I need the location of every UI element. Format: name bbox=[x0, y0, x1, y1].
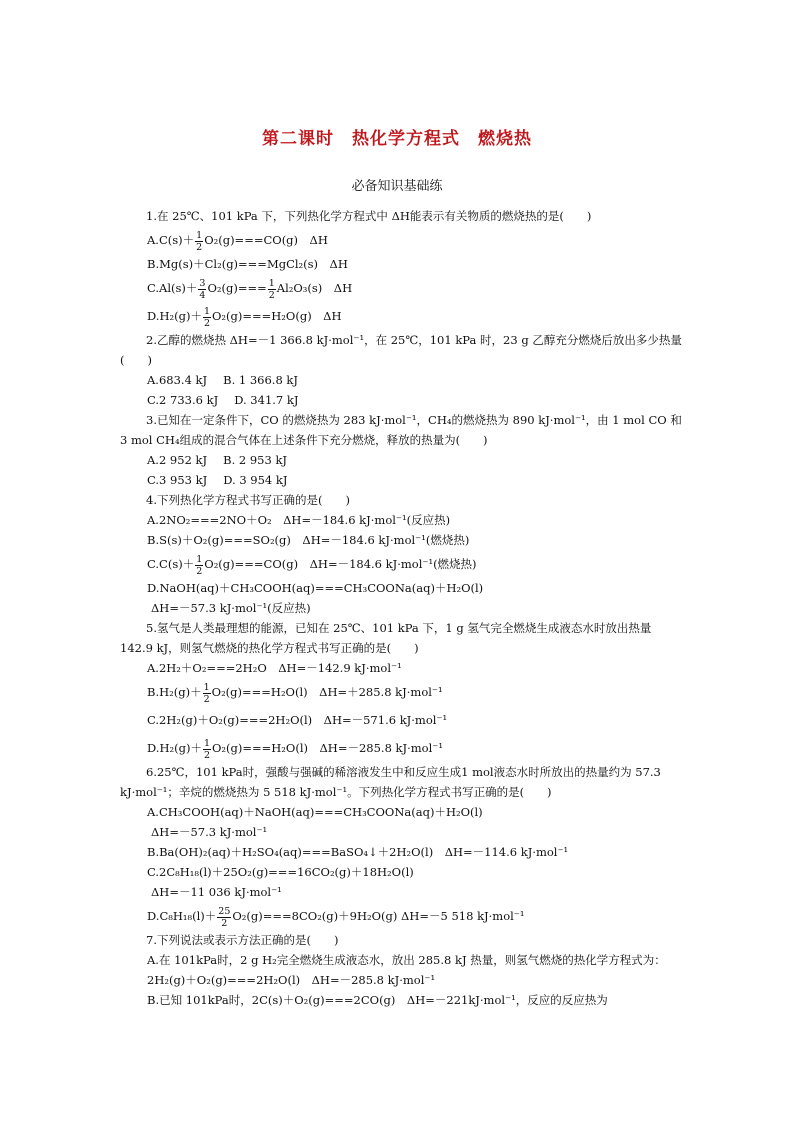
q4-option-d-cont: ΔH=－57.3 kJ·mol⁻¹(反应热) bbox=[151, 601, 311, 615]
fraction: $\frac{1}{2}$ bbox=[203, 737, 210, 761]
q6-option-a-cont: ΔH=－57.3 kJ·mol⁻¹ bbox=[151, 825, 268, 839]
q7-option-b: B.已知 101kPa时，2C(s)＋O₂(g)===2CO(g) ΔH=－221kJ·mol⁻¹，反应的反应热为 bbox=[147, 993, 608, 1007]
fraction: $\frac{1}{2}$ bbox=[268, 277, 275, 301]
q1-option-a: A.C(s)＋ $\frac{1}{2}$ O₂(g)===CO(g) ΔH bbox=[147, 229, 328, 253]
fraction: $\frac{25}{2}$ bbox=[218, 905, 231, 929]
q3-options-cd: C.3 953 kJ D. 3 954 kJ bbox=[147, 473, 288, 487]
q1-option-d: D.H₂(g)＋ $\frac{1}{2}$ O₂(g)===H₂O(g) ΔH bbox=[147, 305, 342, 329]
fraction: $\frac{1}{2}$ bbox=[203, 305, 210, 329]
q4-option-c: C.C(s)＋ $\frac{1}{2}$ O₂(g)===CO(g) ΔH=－184.6 kJ·mol⁻¹(燃烧热) bbox=[147, 553, 477, 577]
q2-options-ab: A.683.4 kJ B. 1 366.8 kJ bbox=[147, 373, 299, 387]
q7-stem: 7.下列说法或表示方法正确的是( ) bbox=[146, 933, 339, 947]
q5-option-b: B.H₂(g)＋ $\frac{1}{2}$ O₂(g)===H₂O(l) ΔH=＋285.8 kJ·mol⁻¹ bbox=[147, 681, 443, 705]
q1-option-b: B.Mg(s)＋Cl₂(g)===MgCl₂(s) ΔH bbox=[147, 257, 348, 271]
q4-option-a: A.2NO₂===2NO＋O₂ ΔH=－184.6 kJ·mol⁻¹(反应热) bbox=[147, 513, 451, 527]
q1-option-c: C.Al(s)＋ $\frac{3}{4}$ O₂(g)=== $\frac{1}{2}$ Al₂O₃(s) ΔH bbox=[147, 277, 353, 301]
q3-options-ab: A.2 952 kJ B. 2 953 kJ bbox=[147, 453, 288, 467]
page-title: 第二课时 热化学方程式 燃烧热 bbox=[262, 129, 532, 149]
q7-option-a: A.在 101kPa时，2 g H₂完全燃烧生成液态水，放出 285.8 kJ 热量，则氢气燃烧的热化学方程式为：2H₂(g)＋O₂(g)===2H₂O(l) ΔH=－285.8 kJ·mol⁻¹ bbox=[147, 953, 666, 987]
q5-option-d: D.H₂(g)＋ $\frac{1}{2}$ O₂(g)===H₂O(l) ΔH=－285.8 kJ·mol⁻¹ bbox=[147, 737, 443, 761]
q3-stem: 3.已知在一定条件下，CO 的燃烧热为 283 kJ·mol⁻¹，CH₄的燃烧热为 890 kJ·mol⁻¹，由 1 mol CO 和 3 mol CH₄组成的混合气体在上述条件下充分燃烧，释放的热量为( ) bbox=[120, 413, 682, 447]
question-list bbox=[120, 206, 684, 1010]
q6-option-c: C.2C₈H₁₈(l)＋25O₂(g)===16CO₂(g)＋18H₂O(l) bbox=[147, 865, 414, 879]
q5-option-a: A.2H₂＋O₂===2H₂O ΔH=－142.9 kJ·mol⁻¹ bbox=[147, 661, 402, 675]
fraction: $\frac{1}{2}$ bbox=[203, 681, 210, 705]
q6-option-a: A.CH₃COOH(aq)＋NaOH(aq)===CH₃COONa(aq)＋H₂O(l) bbox=[147, 805, 483, 819]
q5-option-c: C.2H₂(g)＋O₂(g)===2H₂O(l) ΔH=－571.6 kJ·mol⁻¹ bbox=[147, 713, 448, 727]
q6-stem: 6.25℃，101 kPa时，强酸与强碱的稀溶液发生中和反应生成1 mol液态水时所放出的热量约为 57.3 kJ·mol⁻¹；辛烷的燃烧热为 5 518 kJ·mol⁻¹。下列热化学方程式书写正确的是( ) bbox=[120, 765, 661, 799]
q6-option-d: D.C₈H₁₈(l)＋ $\frac{25}{2}$ O₂(g)===8CO₂(g)＋9H₂O(g) ΔH=－5 518 kJ·mol⁻¹ bbox=[147, 905, 525, 929]
q6-option-b: B.Ba(OH)₂(aq)＋H₂SO₄(aq)===BaSO₄↓＋2H₂O(l) ΔH=－114.6 kJ·mol⁻¹ bbox=[147, 845, 569, 859]
fraction: $\frac{3}{4}$ bbox=[199, 277, 206, 301]
q2-options-cd: C.2 733.6 kJ D. 341.7 kJ bbox=[147, 393, 299, 407]
q2-stem: 2.乙醇的燃烧热 ΔH=－1 366.8 kJ·mol⁻¹，在 25℃，101 kPa 时，23 g 乙醇充分燃烧后放出多少热量( ) bbox=[120, 333, 682, 367]
q5-stem: 5.氢气是人类最理想的能源，已知在 25℃、101 kPa 下，1 g 氢气完全燃烧生成液态水时放出热量 142.9 kJ，则氢气燃烧的热化学方程式书写正确的是( ) bbox=[120, 621, 652, 655]
fraction: $\frac{1}{2}$ bbox=[196, 229, 203, 253]
q4-option-d: D.NaOH(aq)＋CH₃COOH(aq)===CH₃COONa(aq)＋H₂O(l) bbox=[147, 581, 484, 595]
q4-option-b: B.S(s)＋O₂(g)===SO₂(g) ΔH=－184.6 kJ·mol⁻¹(燃烧热) bbox=[147, 533, 470, 547]
q6-option-c-cont: ΔH=－11 036 kJ·mol⁻¹ bbox=[151, 885, 282, 899]
q4-stem: 4.下列热化学方程式书写正确的是( ) bbox=[146, 493, 350, 507]
q1-stem: 1.在 25℃、101 kPa 下，下列热化学方程式中 ΔH能表示有关物质的燃烧热的是( ) bbox=[146, 209, 592, 223]
fraction: $\frac{1}{2}$ bbox=[196, 553, 203, 577]
section-subtitle: 必备知识基础练 bbox=[351, 179, 443, 194]
